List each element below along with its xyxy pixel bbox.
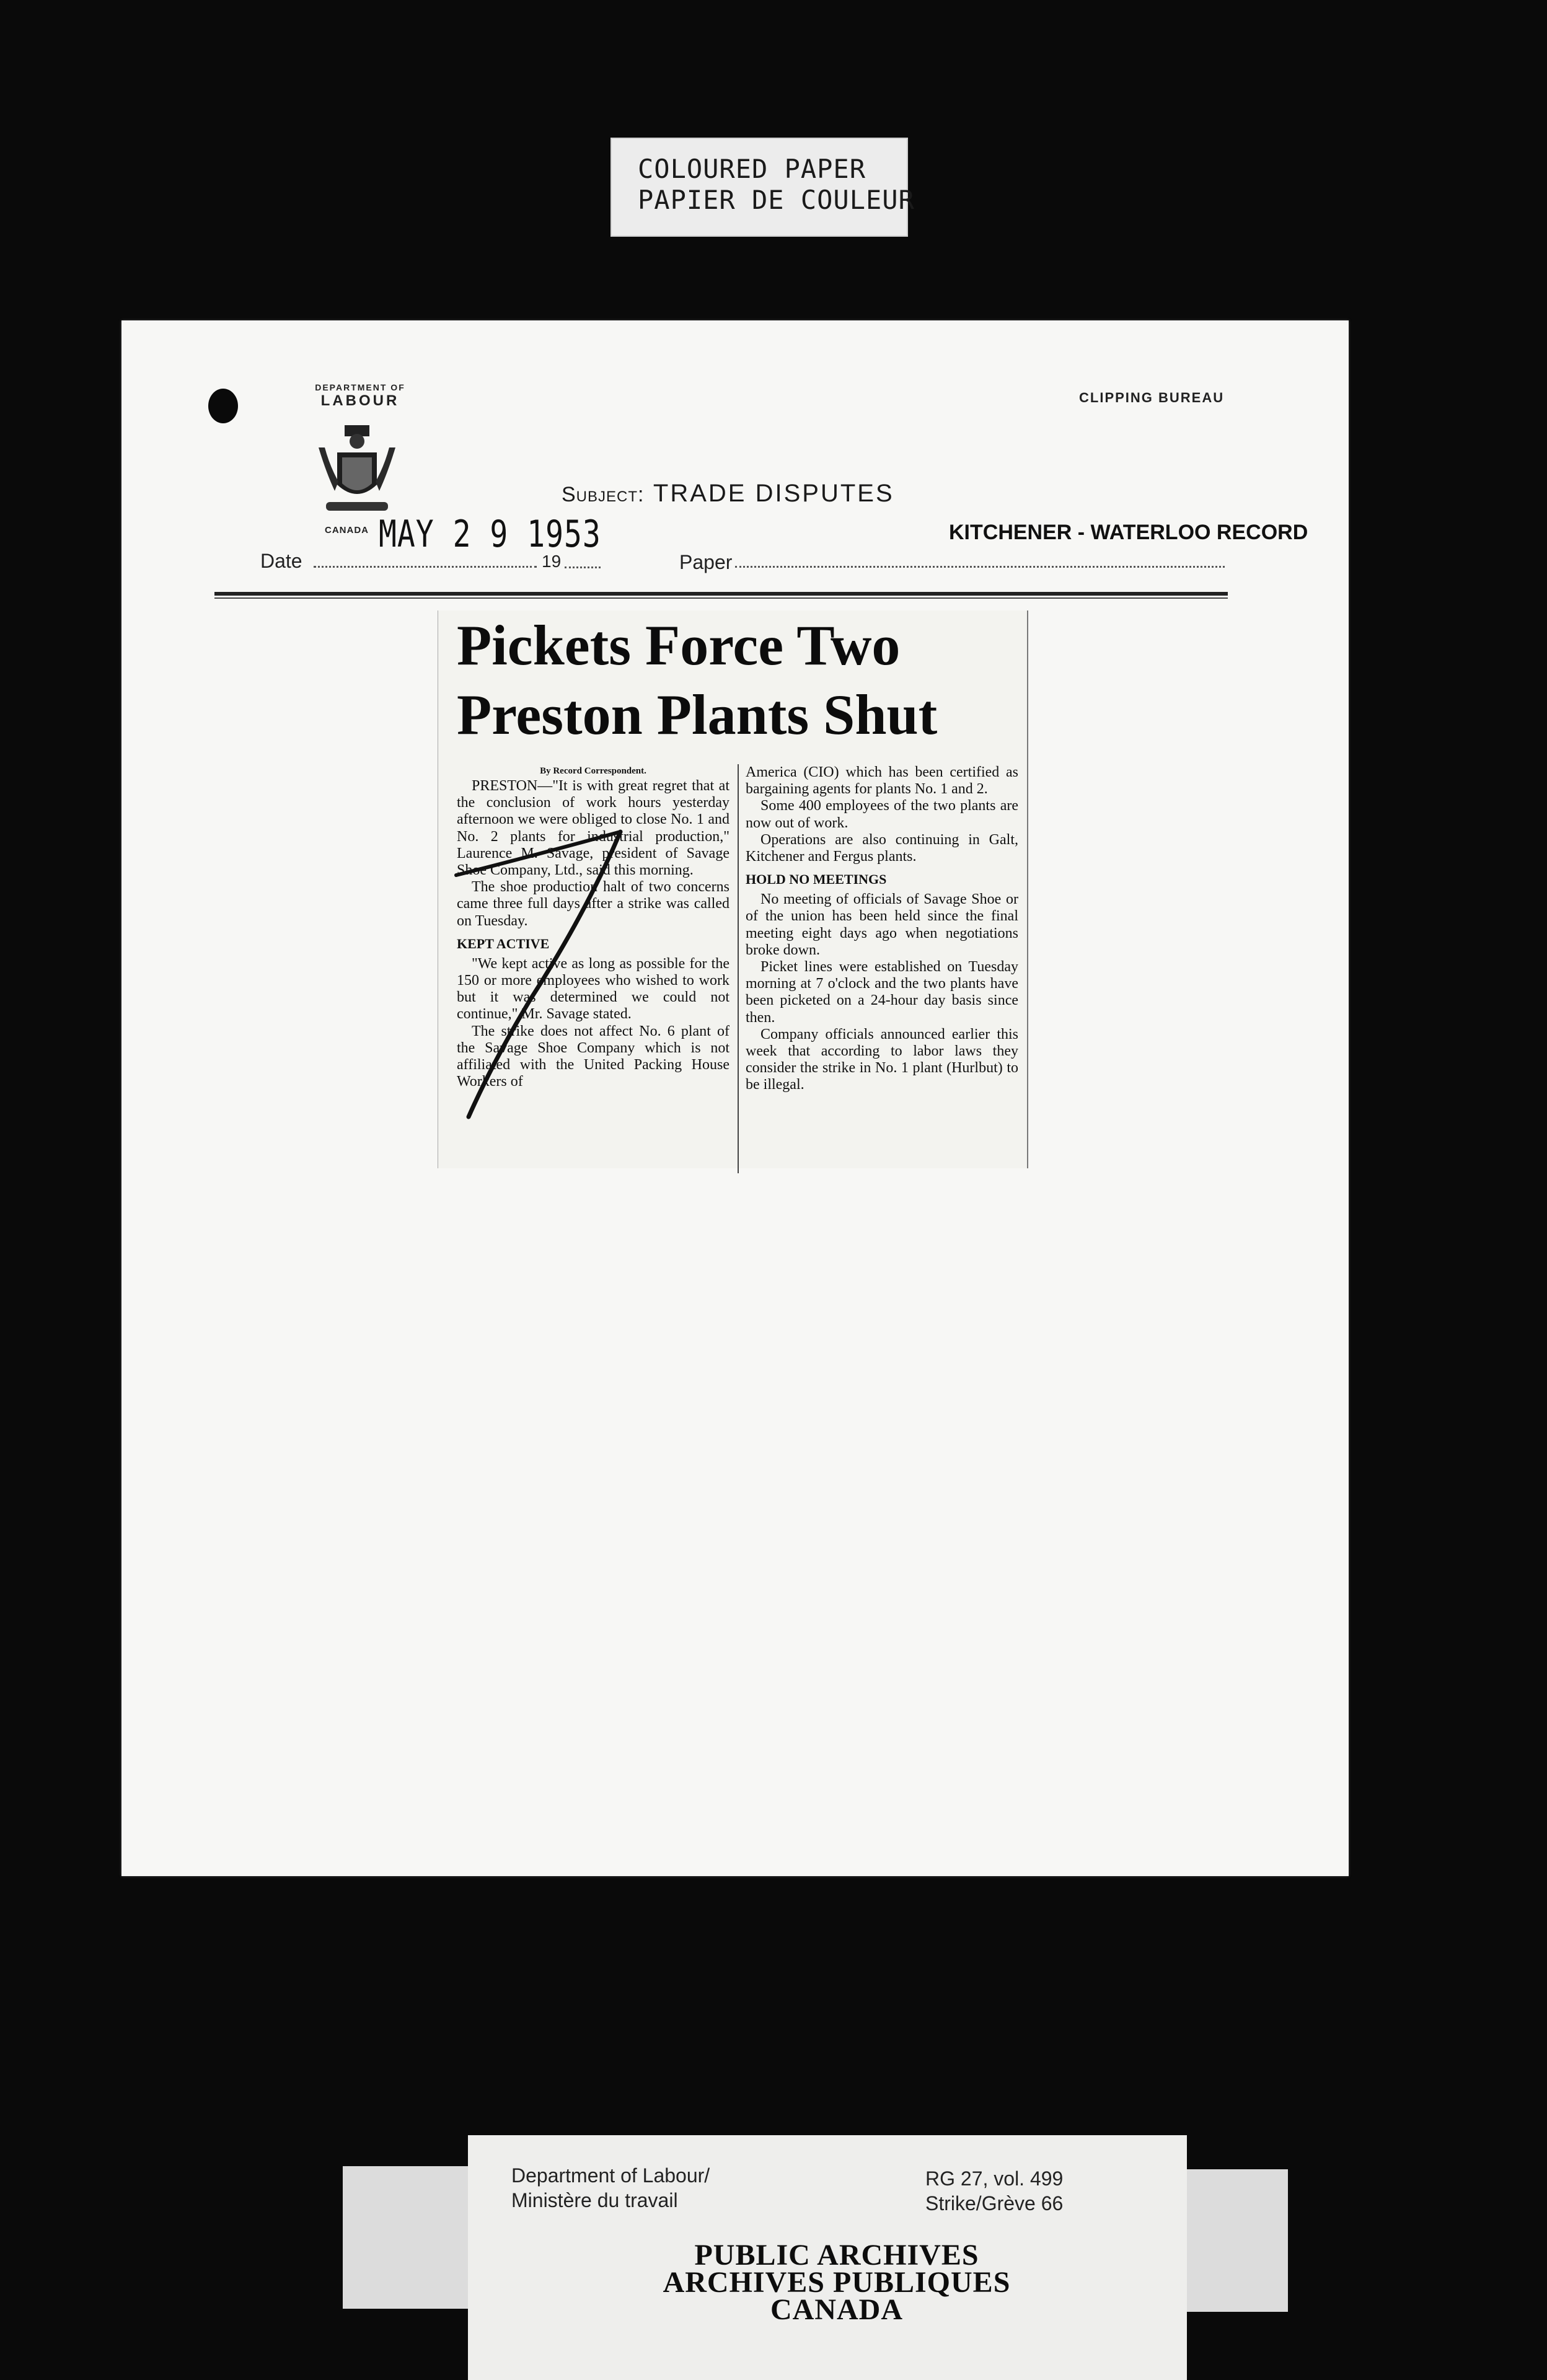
subject-value: TRADE DISPUTES (653, 480, 894, 507)
credit-line: Department of Labour/ (511, 2164, 710, 2187)
paragraph: No meeting of officials of Savage Shoe or of the union has been held since the final meeting eight days ago when negotiations broke down. (746, 891, 1018, 958)
subject-line (562, 480, 894, 508)
paragraph: Picket lines were established on Tuesday morning at 7 o'clock and the two plants have been picketed on a 24-hour day basis since then. (746, 959, 1018, 1026)
date-label: Date (260, 550, 302, 572)
clipping-bureau: CLIPPING BUREAU (1079, 390, 1225, 405)
year-fill-line (565, 566, 601, 568)
subheading: HOLD NO MEETINGS (746, 871, 887, 888)
archives-line: PUBLIC ARCHIVES (694, 2239, 979, 2272)
label-line-french: PAPIER DE COULEUR (638, 185, 915, 215)
paragraph: The strike does not affect No. 6 plant of the Savage Shoe Company which is not affiliated with the United Packing House Workers of (457, 1023, 729, 1090)
paragraph: Operations are also continuing in Galt, Kitchener and Fergus plants. (746, 831, 1018, 865)
canada-text: CANADA (325, 525, 369, 536)
department-name: LABOUR (320, 392, 400, 409)
header-rule-thin (214, 597, 1228, 599)
headline-line: Pickets Force Two (457, 614, 901, 677)
byline: By Record Correspondent. (540, 766, 646, 776)
clipping-sheet (121, 320, 1349, 1876)
subheading: KEPT ACTIVE (457, 935, 550, 951)
punch-hole (208, 389, 238, 423)
public-archives-stamp (620, 2239, 1054, 2326)
newspaper-clipping (438, 610, 1028, 1168)
paper-fill-line (735, 566, 1225, 568)
reference-line: Strike/Grève 66 (925, 2192, 1064, 2215)
paragraph: America (CIO) which has been certified as bargaining agents for plants No. 1 and 2. (746, 764, 1018, 798)
paragraph: "We kept active as long as possible for the 150 or more employees who wished to work but it was determined we could not continue," Mr. Savage stated. (457, 955, 729, 1023)
credit-line: Ministère du travail (511, 2189, 678, 2211)
record-reference (925, 2166, 1063, 2216)
department-header (292, 382, 428, 410)
article-column-left (457, 764, 729, 1090)
coloured-paper-label (610, 138, 915, 237)
date-stamp: MAY 2 9 1953 (379, 513, 601, 556)
department-line: DEPARTMENT OF (315, 382, 405, 392)
paragraph: Company officials announced earlier this week that according to labor laws they consider the strike in No. 1 plant (Hurlbut) to be illegal. (746, 1026, 1018, 1093)
card-tab-right (1186, 2169, 1288, 2312)
reference-line: RG 27, vol. 499 (925, 2167, 1064, 2190)
department-credit (511, 2163, 710, 2213)
headline (457, 610, 1015, 749)
archives-line: CANADA (770, 2293, 903, 2326)
paragraph: PRESTON—"It is with great regret that at the conclusion of work hours yesterday afternoon we were obliged to close No. 1 and No. 2 plants for industrial production," Laurence M. Savage, president of Savage Shoe Company, Ltd., said this morning. (457, 778, 729, 879)
paper-name-stamp: KITCHENER - WATERLOO RECORD (949, 521, 1308, 544)
header-rule (214, 592, 1228, 596)
headline-line: Preston Plants Shut (457, 683, 938, 746)
paragraph: Some 400 employees of the two plants are now out of work. (746, 798, 1018, 831)
article-column-right (746, 764, 1018, 1094)
label-line-english: COLOURED PAPER (638, 154, 866, 184)
coat-of-arms-icon (314, 423, 400, 519)
year-label: 19 (542, 552, 562, 571)
archives-line: ARCHIVES PUBLIQUES (663, 2266, 1011, 2299)
column-divider (738, 764, 739, 1173)
card-tab-left (343, 2166, 470, 2309)
subject-label: Subject: (562, 483, 645, 506)
paragraph: The shoe production halt of two concerns came three full days after a strike was called on Tuesday. (457, 879, 729, 929)
paper-label: Paper (679, 551, 733, 573)
date-fill-line (314, 566, 537, 568)
